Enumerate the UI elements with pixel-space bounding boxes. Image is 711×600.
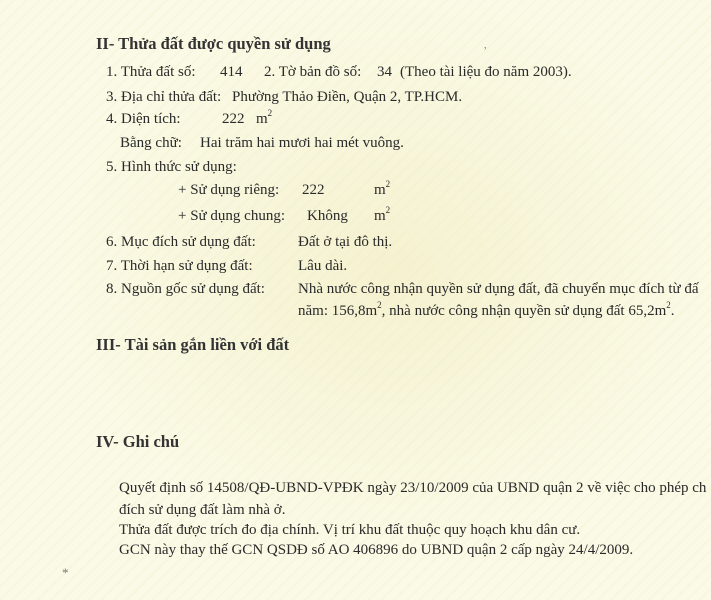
unit-superscript: 2 — [385, 179, 391, 189]
usage-form-label: 5. Hình thức sử dụng: — [106, 159, 237, 175]
note-line-1: Quyết định số 14508/QĐ-UBND-VPĐK ngày 23/10/2009 của UBND quận 2 về việc cho phép ch — [119, 480, 707, 496]
map-sheet-label: 2. Tờ bản đồ số: — [264, 64, 362, 80]
private-use-value: 222 — [302, 182, 325, 198]
unit-superscript: 2 — [666, 300, 671, 310]
unit-m: m — [374, 182, 386, 198]
note-line-3: Thửa đất được trích đo địa chính. Vị trí khu đất thuộc quy hoạch khu dân cư. — [119, 522, 581, 538]
section-3-heading: III- Tài sản gắn liền với đất — [96, 335, 290, 354]
map-sheet-value: 34 — [377, 64, 392, 80]
unit-m: m — [374, 208, 386, 224]
unit-superscript: 2 — [267, 108, 273, 118]
note-line-2: đích sử dụng đất làm nhà ở. — [119, 502, 286, 518]
scan-speck: * — [62, 565, 69, 580]
section-4-heading: IV- Ghi chú — [96, 432, 180, 451]
parcel-number-value: 414 — [220, 64, 243, 80]
shared-use-value: Không — [307, 208, 348, 224]
private-use-label: + Sử dụng riêng: — [178, 182, 280, 198]
map-sheet-note: (Theo tài liệu đo năm 2003). — [400, 64, 572, 80]
unit-superscript: 2 — [377, 300, 382, 310]
origin-line-2-part-a: năm: 156,8m — [298, 303, 378, 319]
area-label: 4. Diện tích: — [106, 111, 181, 127]
shared-use-label: + Sử dụng chung: — [178, 208, 286, 224]
scan-speck: , — [484, 40, 487, 51]
origin-line-1: Nhà nước công nhận quyền sử dụng đất, đã chuyển mục đích từ đấ — [298, 281, 699, 297]
unit-m: m — [256, 111, 268, 127]
address-label: 3. Địa chỉ thửa đất: — [106, 89, 222, 105]
origin-line-2-part-c: . — [670, 303, 675, 319]
term-label: 7. Thời hạn sử dụng đất: — [106, 258, 253, 274]
parcel-number-label: 1. Thửa đất số: — [106, 64, 196, 80]
area-in-words-label: Bằng chữ: — [120, 135, 182, 151]
term-value: Lâu dài. — [298, 258, 348, 274]
origin-label: 8. Nguồn gốc sử dụng đất: — [106, 281, 265, 297]
origin-line-2-part-b: , nhà nước công nhận quyền sử dụng đất 65,2m — [381, 303, 667, 319]
unit-superscript: 2 — [385, 205, 391, 215]
private-use-unit — [374, 179, 391, 199]
area-value: 222 — [222, 111, 245, 127]
area-unit — [256, 108, 273, 128]
note-line-4: GCN này thay thế GCN QSDĐ số AO 406896 do UBND quận 2 cấp ngày 24/4/2009. — [119, 542, 634, 558]
shared-use-unit — [374, 205, 391, 225]
origin-line-2 — [298, 300, 675, 320]
purpose-label: 6. Mục đích sử dụng đất: — [106, 234, 256, 250]
section-2-heading: II- Thửa đất được quyền sử dụng — [96, 34, 331, 53]
address-value: Phường Thảo Điền, Quận 2, TP.HCM. — [232, 89, 463, 105]
purpose-value: Đất ở tại đô thị. — [298, 234, 393, 250]
area-in-words-value: Hai trăm hai mươi hai mét vuông. — [200, 135, 404, 151]
